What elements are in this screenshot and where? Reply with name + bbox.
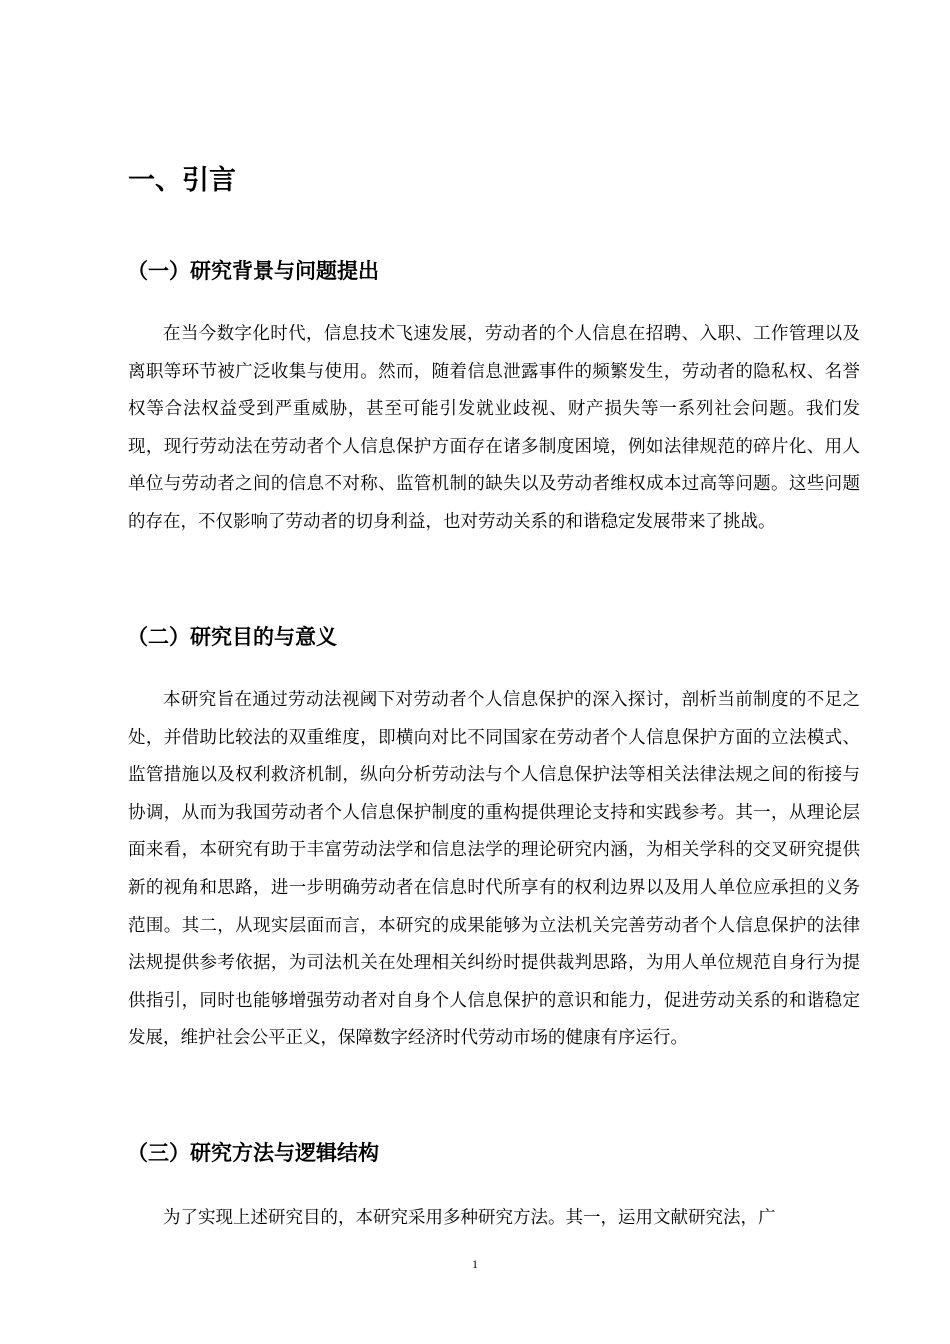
page-number: 1 <box>472 1257 478 1271</box>
chapter-heading: 一、引言 <box>128 165 236 196</box>
section-title-methods: （三）研究方法与逻辑结构 <box>127 1141 379 1165</box>
paragraph-background: 在当今数字化时代，信息技术飞速发展，劳动者的个人信息在招聘、入职、工作管理以及离职等环节被广泛收集与使用。然而，随着信息泄露事件的频繁发生，劳动者的隐私权、名誉权等合法权益受到严重威胁，甚至可能引发就业歧视、财产损失等一系列社会问题。我们发现，现行劳动法在劳动者个人信息保护方面存在诸多制度困境，例如法律规范的碎片化、用人单位与劳动者之间的信息不对称、监管机制的缺失以及劳动者维权成本过高等问题。这些问题的存在，不仅影响了劳动者的切身利益，也对劳动关系的和谐稳定发展带来了挑战。 <box>128 324 860 532</box>
paragraph-methods: 为了实现上述研究目的，本研究采用多种研究方法。其一，运用文献研究法，广 <box>163 1208 776 1228</box>
paragraph-purpose: 本研究旨在通过劳动法视阈下对劳动者个人信息保护的深入探讨，剖析当前制度的不足之处，并借助比较法的双重维度，即横向对比不同国家在劳动者个人信息保护方面的立法模式、监管措施以及权利救济机制，纵向分析劳动法与个人信息保护法等相关法律法规之间的衔接与协调，从而为我国劳动者个人信息保护制度的重构提供理论支持和实践参考。其一，从理论层面来看，本研究有助于丰富劳动法学和信息法学的理论研究内涵，为相关学科的交叉研究提供新的视角和思路，进一步明确劳动者在信息时代所享有的权利边界以及用人单位应承担的义务范围。其二，从现实层面而言，本研究的成果能够为立法机关完善劳动者个人信息保护的法律法规提供参考依据，为司法机关在处理相关纠纷时提供裁判思路，为用人单位规范自身行为提供指引，同时也能够增强劳动者对自身个人信息保护的意识和能力，促进劳动关系的和谐稳定发展，维护社会公平正义，保障数字经济时代劳动市场的健康有序运行。 <box>128 690 860 1049</box>
section-title-background: （一）研究背景与问题提出 <box>127 259 379 283</box>
section-title-purpose: （二）研究目的与意义 <box>127 625 337 649</box>
